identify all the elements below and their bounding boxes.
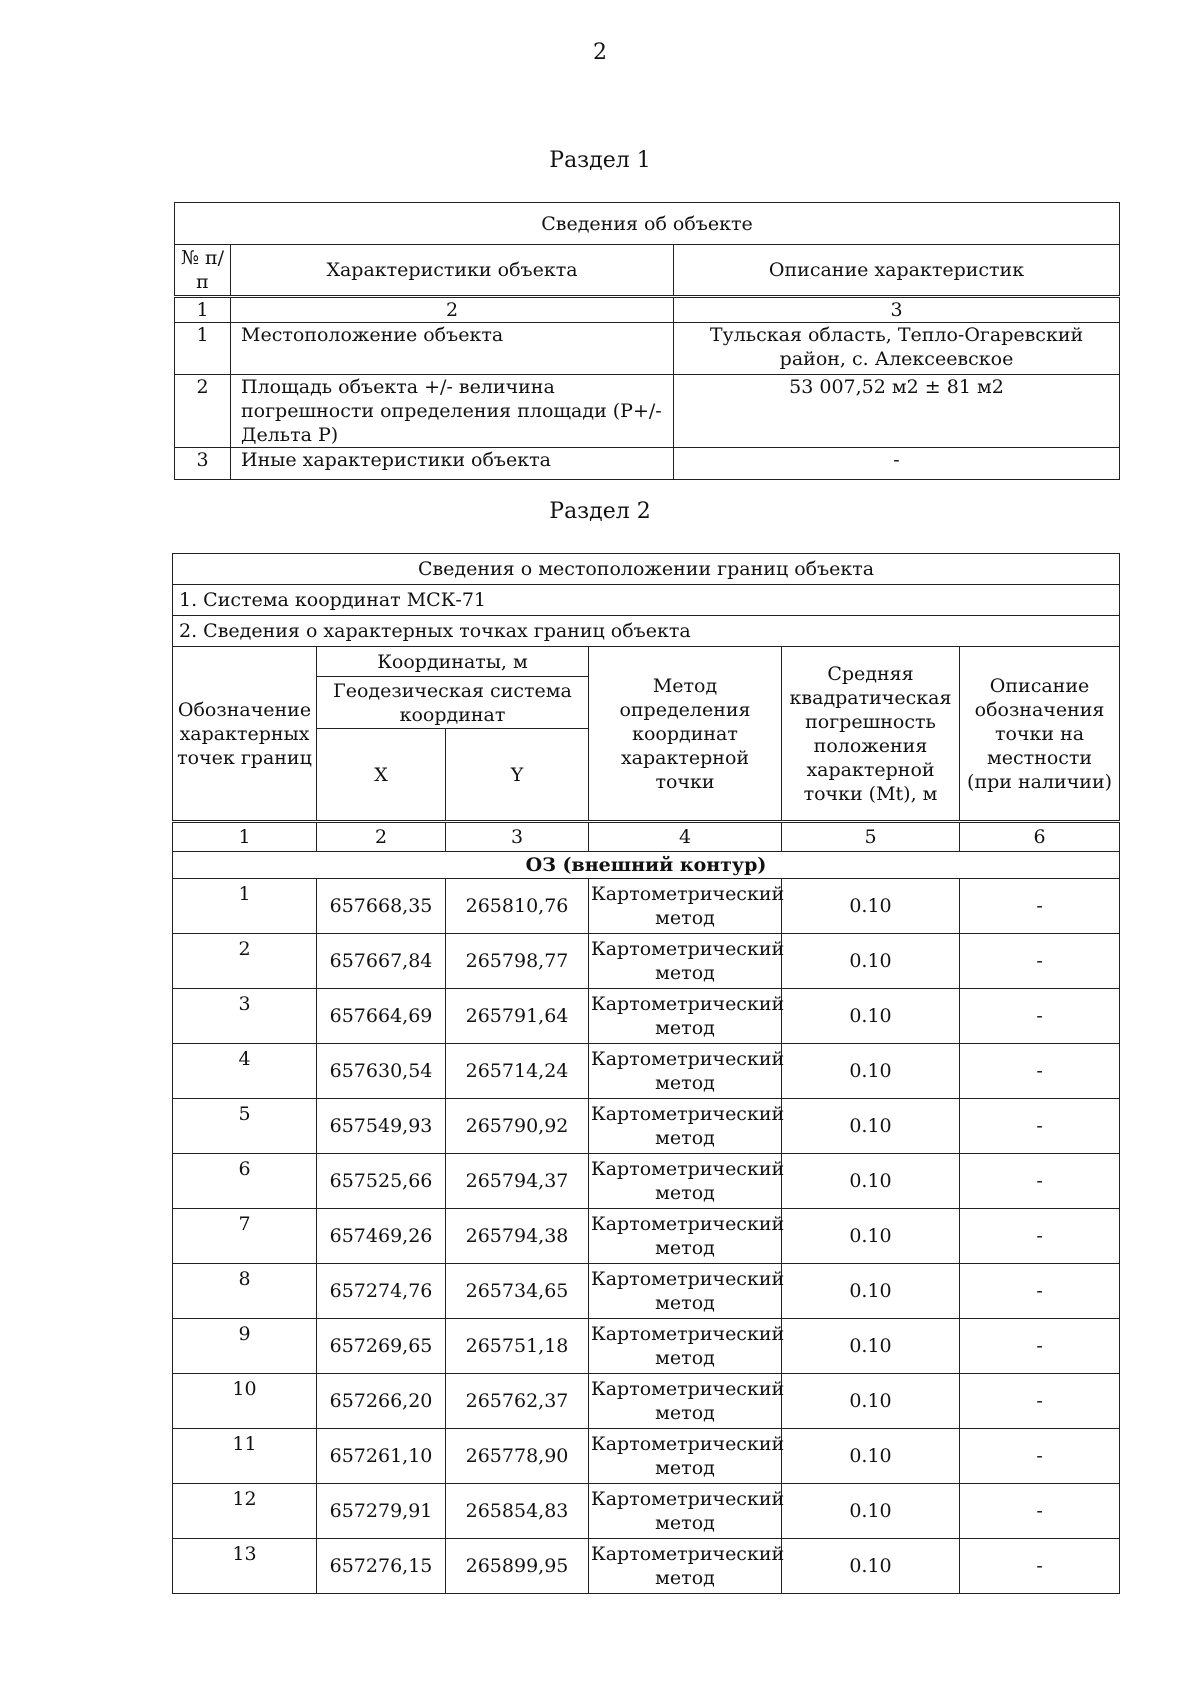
- table-row: [173, 1374, 1120, 1429]
- index-cell: 5: [782, 822, 960, 852]
- point-method: Картометрический метод: [589, 1099, 782, 1154]
- point-x: 657525,66: [317, 1154, 446, 1209]
- index-cell: 6: [960, 822, 1120, 852]
- point-y: 265751,18: [446, 1319, 589, 1374]
- point-number: 10: [173, 1374, 317, 1429]
- point-description: -: [960, 1539, 1120, 1594]
- point-method: Картометрический метод: [589, 1374, 782, 1429]
- point-y: 265794,37: [446, 1154, 589, 1209]
- contour-label: ОЗ (внешний контур): [173, 852, 1120, 879]
- point-error: 0.10: [782, 1319, 960, 1374]
- point-x: 657261,10: [317, 1429, 446, 1484]
- index-cell: 3: [674, 297, 1120, 323]
- header-error: Средняя квадратическая погрешность положения характерной точки (Mt), м: [782, 647, 960, 822]
- point-description: -: [960, 1319, 1120, 1374]
- row-value: 53 007,52 м2 ± 81 м2: [674, 375, 1120, 448]
- point-method: Картометрический метод: [589, 1044, 782, 1099]
- coordinate-system: 1. Система координат МСК-71: [173, 585, 1120, 616]
- point-x: 657664,69: [317, 989, 446, 1044]
- boundary-points-table: [172, 553, 1120, 1594]
- header-characteristics: Характеристики объекта: [231, 245, 674, 297]
- point-y: 265762,37: [446, 1374, 589, 1429]
- point-description: -: [960, 989, 1120, 1044]
- index-cell: 4: [589, 822, 782, 852]
- point-error: 0.10: [782, 879, 960, 934]
- point-method: Картометрический метод: [589, 989, 782, 1044]
- point-number: 13: [173, 1539, 317, 1594]
- point-number: 2: [173, 934, 317, 989]
- table-row: [173, 1539, 1120, 1594]
- index-cell: 1: [175, 297, 231, 323]
- point-description: -: [960, 1264, 1120, 1319]
- header-geodetic-system: Геодезическая система координат: [317, 677, 589, 729]
- point-y: 265810,76: [446, 879, 589, 934]
- header-x: X: [317, 729, 446, 822]
- table-row: [173, 1209, 1120, 1264]
- point-method: Картометрический метод: [589, 879, 782, 934]
- table-row: [173, 1044, 1120, 1099]
- point-error: 0.10: [782, 1044, 960, 1099]
- point-method: Картометрический метод: [589, 1484, 782, 1539]
- point-y: 265798,77: [446, 934, 589, 989]
- point-x: 657266,20: [317, 1374, 446, 1429]
- object-info-table-title: Сведения об объекте: [175, 203, 1120, 245]
- point-x: 657667,84: [317, 934, 446, 989]
- point-error: 0.10: [782, 1154, 960, 1209]
- point-error: 0.10: [782, 1484, 960, 1539]
- row-name: Площадь объекта +/- величина погрешности определения площади (P+/- Дельта P): [231, 375, 674, 448]
- point-error: 0.10: [782, 1429, 960, 1484]
- header-coordinates: Координаты, м: [317, 647, 589, 677]
- section-1-title: Раздел 1: [549, 148, 651, 173]
- point-method: Картометрический метод: [589, 1539, 782, 1594]
- table-row: [173, 1099, 1120, 1154]
- row-name: Местоположение объекта: [231, 323, 674, 375]
- page-number: 2: [593, 40, 607, 65]
- point-method: Картометрический метод: [589, 1319, 782, 1374]
- point-error: 0.10: [782, 989, 960, 1044]
- table-row: [173, 1264, 1120, 1319]
- point-description: -: [960, 934, 1120, 989]
- point-number: 7: [173, 1209, 317, 1264]
- boundary-table-title: Сведения о местоположении границ объекта: [173, 554, 1120, 585]
- point-number: 1: [173, 879, 317, 934]
- header-method: Метод определения координат характерной точки: [589, 647, 782, 822]
- object-info-table: [174, 202, 1120, 480]
- row-num: 1: [175, 323, 231, 375]
- point-y: 265791,64: [446, 989, 589, 1044]
- point-number: 11: [173, 1429, 317, 1484]
- point-x: 657549,93: [317, 1099, 446, 1154]
- point-description: -: [960, 1429, 1120, 1484]
- point-y: 265899,95: [446, 1539, 589, 1594]
- table-row: [173, 1429, 1120, 1484]
- table-row: [173, 1154, 1120, 1209]
- header-num: № п/п: [175, 245, 231, 297]
- points-info-title: 2. Сведения о характерных точках границ объекта: [173, 616, 1120, 647]
- point-error: 0.10: [782, 1539, 960, 1594]
- point-number: 5: [173, 1099, 317, 1154]
- index-cell: 1: [173, 822, 317, 852]
- point-y: 265778,90: [446, 1429, 589, 1484]
- point-description: -: [960, 879, 1120, 934]
- point-x: 657469,26: [317, 1209, 446, 1264]
- point-number: 8: [173, 1264, 317, 1319]
- header-point-description: Описание обозначения точки на местности (при наличии): [960, 647, 1120, 822]
- point-error: 0.10: [782, 1374, 960, 1429]
- point-number: 4: [173, 1044, 317, 1099]
- row-value: Тульская область, Тепло-Огаревский район, с. Алексеевское: [674, 323, 1120, 375]
- index-cell: 3: [446, 822, 589, 852]
- point-error: 0.10: [782, 934, 960, 989]
- point-method: Картометрический метод: [589, 1429, 782, 1484]
- table-row: [173, 879, 1120, 934]
- point-x: 657668,35: [317, 879, 446, 934]
- point-error: 0.10: [782, 1209, 960, 1264]
- point-y: 265794,38: [446, 1209, 589, 1264]
- point-description: -: [960, 1099, 1120, 1154]
- point-method: Картометрический метод: [589, 1264, 782, 1319]
- point-number: 12: [173, 1484, 317, 1539]
- point-y: 265714,24: [446, 1044, 589, 1099]
- row-num: 2: [175, 375, 231, 448]
- point-x: 657276,15: [317, 1539, 446, 1594]
- point-number: 6: [173, 1154, 317, 1209]
- point-description: -: [960, 1484, 1120, 1539]
- header-designation: Обозначение характерных точек границ: [173, 647, 317, 822]
- header-y: Y: [446, 729, 589, 822]
- point-x: 657274,76: [317, 1264, 446, 1319]
- row-value: -: [674, 448, 1120, 480]
- point-x: 657630,54: [317, 1044, 446, 1099]
- point-y: 265734,65: [446, 1264, 589, 1319]
- point-method: Картометрический метод: [589, 934, 782, 989]
- index-cell: 2: [317, 822, 446, 852]
- point-method: Картометрический метод: [589, 1209, 782, 1264]
- point-description: -: [960, 1154, 1120, 1209]
- index-cell: 2: [231, 297, 674, 323]
- point-number: 3: [173, 989, 317, 1044]
- point-description: -: [960, 1374, 1120, 1429]
- point-y: 265790,92: [446, 1099, 589, 1154]
- row-name: Иные характеристики объекта: [231, 448, 674, 480]
- point-description: -: [960, 1209, 1120, 1264]
- table-row: [173, 1319, 1120, 1374]
- point-y: 265854,83: [446, 1484, 589, 1539]
- section-2-title: Раздел 2: [549, 499, 651, 524]
- point-error: 0.10: [782, 1099, 960, 1154]
- table-row: [173, 934, 1120, 989]
- points-body: [173, 879, 1120, 1594]
- point-number: 9: [173, 1319, 317, 1374]
- table-row: [173, 989, 1120, 1044]
- point-x: 657279,91: [317, 1484, 446, 1539]
- row-num: 3: [175, 448, 231, 480]
- point-error: 0.10: [782, 1264, 960, 1319]
- table-row: [173, 1484, 1120, 1539]
- point-method: Картометрический метод: [589, 1154, 782, 1209]
- header-description: Описание характеристик: [674, 245, 1120, 297]
- point-x: 657269,65: [317, 1319, 446, 1374]
- point-description: -: [960, 1044, 1120, 1099]
